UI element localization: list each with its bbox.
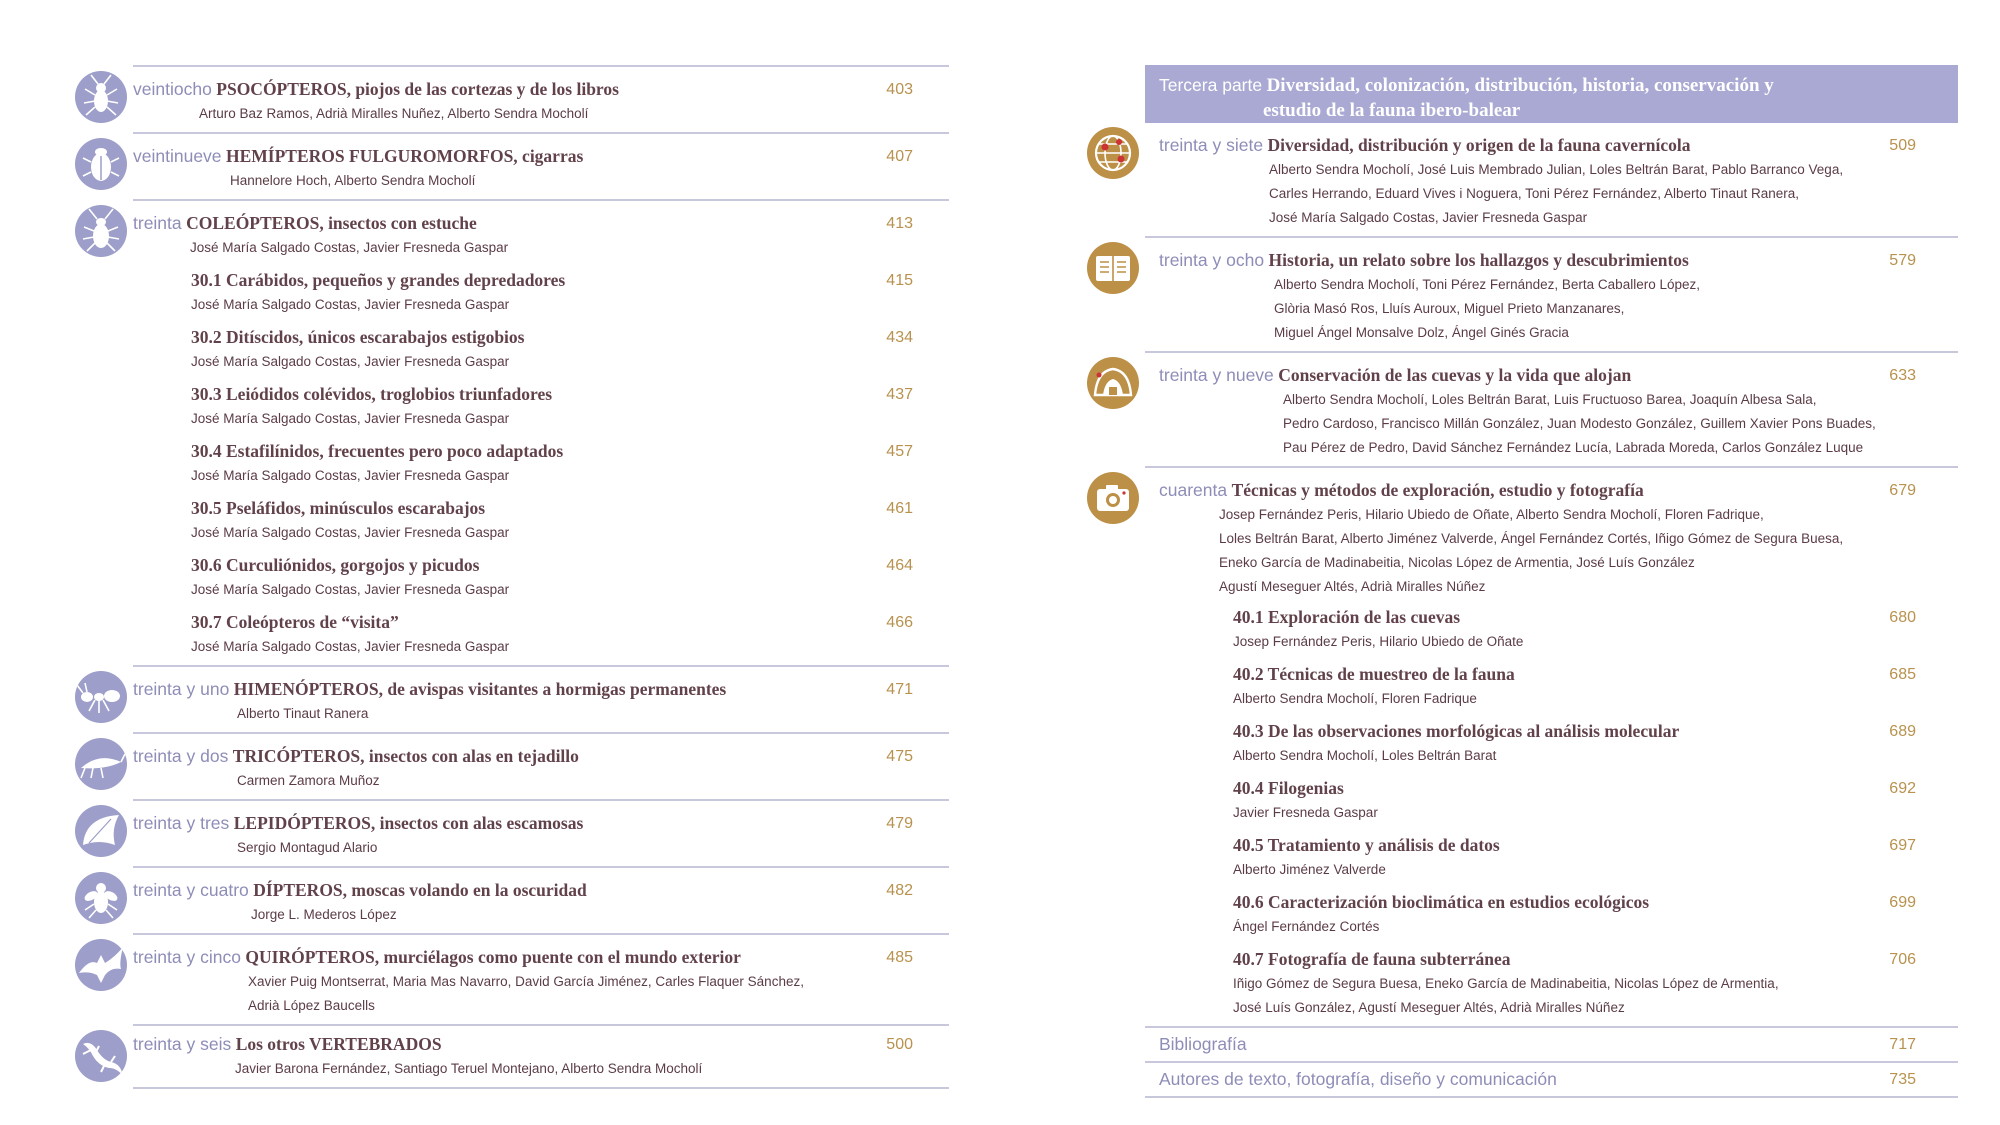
left-page-contents (133, 65, 949, 1089)
chapter-heading (133, 744, 949, 769)
chapter-number: treinta y dos (133, 746, 229, 766)
chapter-heading (133, 211, 949, 236)
page-number: 485 (886, 949, 913, 966)
chapter-authors: Alberto Sendra Mocholí, José Luis Membrado Julian, Loles Beltrán Barat, Pablo Barranco Vega, (1269, 162, 1844, 177)
subsection-title: 30.1 Carábidos, pequeños y grandes depredadores (191, 270, 566, 290)
subsection-title: 40.1 Exploración de las cuevas (1233, 607, 1461, 627)
chapter-heading (1145, 248, 1958, 273)
subsection-authors: Alberto Jiménez Valverde (1233, 862, 1386, 877)
page-number: 437 (886, 386, 913, 403)
page-number: 482 (886, 882, 913, 899)
moth-icon (75, 805, 127, 857)
chapter-heading (133, 1032, 949, 1057)
chapter-number: treinta y tres (133, 813, 230, 833)
page-number: 407 (886, 148, 913, 165)
planthopper-icon (75, 138, 127, 190)
camera-icon (1087, 472, 1139, 524)
subsection-title: 40.3 De las observaciones morfológicas al análisis molecular (1233, 721, 1680, 741)
back-matter-title: Autores de texto, fotografía, diseño y comunicación (1159, 1069, 1557, 1089)
chapter-authors: Alberto Sendra Mocholí, Loles Beltrán Barat, Luis Fructuoso Barea, Joaquín Albesa Sala, (1283, 392, 1817, 407)
subsection-heading (1145, 833, 1958, 858)
chapter-title: PSOCÓPTEROS, piojos de las cortezas y de los libros (216, 79, 619, 99)
subsection-title: 40.4 Filogenias (1233, 778, 1344, 798)
page-number: 403 (886, 81, 913, 98)
page-number: 685 (1889, 666, 1916, 683)
page-number: 413 (886, 215, 913, 232)
subsection-heading (133, 610, 949, 635)
chapter-authors: Javier Barona Fernández, Santiago Teruel Montejano, Alberto Sendra Mocholí (235, 1061, 703, 1076)
chapter-number: treinta y cinco (133, 947, 241, 967)
page-number: 679 (1889, 482, 1916, 499)
page-number: 579 (1889, 252, 1916, 269)
salamander-icon (75, 1030, 127, 1082)
chapter-number: cuarenta (1159, 480, 1228, 500)
subsection-authors: Josep Fernández Peris, Hilario Ubiedo de Oñate (1233, 634, 1524, 649)
part-header (1145, 65, 1958, 123)
chapter-heading (1145, 478, 1958, 503)
chapter-heading (133, 144, 949, 169)
subsection-heading (133, 496, 949, 521)
toc-entry (133, 65, 949, 132)
bibliography-entry (1145, 1026, 1958, 1061)
subsection-heading (1145, 776, 1958, 801)
toc-entry (1145, 123, 1958, 236)
subsection-authors: Ángel Fernández Cortés (1233, 919, 1380, 934)
chapter-authors: José María Salgado Costas, Javier Fresneda Gaspar (190, 240, 509, 255)
page-number: 633 (1889, 367, 1916, 384)
subsection-heading (133, 382, 949, 407)
credits-entry (1145, 1061, 1958, 1098)
chapter-heading (133, 77, 949, 102)
toc-entry (1145, 351, 1958, 466)
subsection-heading (133, 268, 949, 293)
chapter-authors: Hannelore Hoch, Alberto Sendra Mocholí (230, 173, 476, 188)
subsection-heading (1145, 947, 1958, 972)
chapter-authors: Arturo Baz Ramos, Adrià Miralles Nuñez, Alberto Sendra Mocholí (199, 106, 589, 121)
subsection-title: 40.7 Fotografía de fauna subterránea (1233, 949, 1511, 969)
subsection-title: 30.7 Coleópteros de “visita” (191, 612, 399, 632)
chapter-number: treinta y cuatro (133, 880, 249, 900)
page-number: 717 (1889, 1036, 1916, 1053)
subsection-authors: Javier Fresneda Gaspar (1233, 805, 1378, 820)
page-number: 461 (886, 500, 913, 517)
chapter-number: treinta y uno (133, 679, 230, 699)
page-number: 706 (1889, 951, 1916, 968)
right-page-contents (1145, 65, 1958, 1098)
chapter-authors: Pedro Cardoso, Francisco Millán González, Juan Modesto González, Guillem Xavier Pons Buades, (1283, 416, 1876, 431)
page-number: 697 (1889, 837, 1916, 854)
subsection-authors: José María Salgado Costas, Javier Fresneda Gaspar (191, 639, 510, 654)
chapter-authors: Alberto Tinaut Ranera (237, 706, 369, 721)
toc-entry (1145, 466, 1958, 1026)
page-number: 689 (1889, 723, 1916, 740)
part-title: Diversidad, colonización, distribución, historia, conservación y (1266, 75, 1774, 96)
chapter-number: treinta y siete (1159, 135, 1264, 155)
subsection-authors: José María Salgado Costas, Javier Fresneda Gaspar (191, 297, 510, 312)
toc-entry (133, 1024, 949, 1089)
chapter-number: treinta (133, 213, 182, 233)
chapter-title: Historia, un relato sobre los hallazgos y descubrimientos (1268, 250, 1689, 270)
subsection-authors: José María Salgado Costas, Javier Fresneda Gaspar (191, 468, 510, 483)
subsection-authors: José María Salgado Costas, Javier Fresneda Gaspar (191, 411, 510, 426)
chapter-heading (1145, 363, 1958, 388)
chapter-authors: Pau Pérez de Pedro, David Sánchez Fernández Lucía, Labrada Moreda, Carlos González Luque (1283, 440, 1864, 455)
subsection-title: 30.5 Pseláfidos, minúsculos escarabajos (191, 498, 486, 518)
page-number: 464 (886, 557, 913, 574)
chapter-heading (1145, 133, 1958, 158)
chapter-number: treinta y ocho (1159, 250, 1265, 270)
subsection-authors: Iñigo Gómez de Segura Buesa, Eneko García de Madinabeitia, Nicolas López de Armentia, José Luís González, Agustí Meseguer Altés, Adrià Miralles Núñez (1233, 976, 1779, 1015)
page-number: 500 (886, 1036, 913, 1053)
subsection-title: 40.6 Caracterización bioclimática en estudios ecológicos (1233, 892, 1650, 912)
cave-icon (1087, 357, 1139, 409)
page-number: 415 (886, 272, 913, 289)
ant-icon (75, 671, 127, 723)
subsection-title: 40.2 Técnicas de muestreo de la fauna (1233, 664, 1515, 684)
page-number: 735 (1889, 1071, 1916, 1088)
chapter-title: HEMÍPTEROS FULGUROMORFOS, cigarras (226, 146, 584, 166)
page-number: 471 (886, 681, 913, 698)
chapter-title: QUIRÓPTEROS, murciélagos como puente con el mundo exterior (245, 947, 741, 967)
chapter-authors: Josep Fernández Peris, Hilario Ubiedo de Oñate, Alberto Sendra Mocholí, Floren Fadrique, (1219, 507, 1764, 522)
subsection-heading (133, 325, 949, 350)
page-number: 457 (886, 443, 913, 460)
page-number: 434 (886, 329, 913, 346)
subsection-heading (1145, 605, 1958, 630)
chapter-title: Diversidad, distribución y origen de la fauna cavernícola (1267, 135, 1691, 155)
toc-entry (133, 132, 949, 199)
chapter-authors: Jorge L. Mederos López (251, 907, 397, 922)
chapter-authors: Carles Herrando, Eduard Vives i Noguera, Toni Pérez Fernández, Alberto Tinaut Ranera, (1269, 186, 1800, 201)
caddisfly-icon (75, 738, 127, 790)
subsection-authors: Alberto Sendra Mocholí, Floren Fadrique (1233, 691, 1477, 706)
chapter-authors: Xavier Puig Montserrat, Maria Mas Navarro, David García Jiménez, Carles Flaquer Sánchez, (248, 974, 804, 989)
chapter-authors: Adrià López Baucells (248, 998, 375, 1013)
chapter-number: treinta y seis (133, 1034, 232, 1054)
page-number: 466 (886, 614, 913, 631)
subsection-authors: José María Salgado Costas, Javier Fresneda Gaspar (191, 525, 510, 540)
toc-entry (133, 799, 949, 866)
chapter-authors: Agustí Meseguer Altés, Adrià Miralles Núñez (1219, 579, 1486, 594)
chapter-title: Conservación de las cuevas y la vida que alojan (1278, 365, 1632, 385)
back-matter-title: Bibliografía (1159, 1034, 1247, 1054)
subsection-heading (133, 553, 949, 578)
chapter-authors: Glòria Masó Ros, Lluís Auroux, Miguel Prieto Manzanares, (1274, 301, 1625, 316)
subsection-title: 30.6 Curculiónidos, gorgojos y picudos (191, 555, 480, 575)
chapter-authors: Miguel Ángel Monsalve Dolz, Ángel Ginés Gracia (1274, 325, 1569, 340)
subsection-heading (133, 439, 949, 464)
chapter-heading (133, 677, 949, 702)
chapter-title: Técnicas y métodos de exploración, estudio y fotografía (1231, 480, 1644, 500)
page-number: 680 (1889, 609, 1916, 626)
subsection-heading (1145, 662, 1958, 687)
subsection-heading (1145, 890, 1958, 915)
chapter-authors: Carmen Zamora Muñoz (237, 773, 380, 788)
toc-entry (133, 732, 949, 799)
toc-entry (133, 199, 949, 665)
chapter-title: DÍPTEROS, moscas volando en la oscuridad (253, 880, 587, 900)
subsection-list (133, 268, 949, 659)
subsection-authors: Alberto Sendra Mocholí, Loles Beltrán Barat (1233, 748, 1497, 763)
page-number: 509 (1889, 137, 1916, 154)
beetle-icon (75, 205, 127, 257)
globe-icon (1087, 127, 1139, 179)
chapter-heading (133, 878, 949, 903)
chapter-title: LEPIDÓPTEROS, insectos con alas escamosas (233, 813, 584, 833)
chapter-authors: Eneko García de Madinabeitia, Nicolas López de Armentia, José Luís González (1219, 555, 1695, 570)
chapter-authors: Sergio Montagud Alario (237, 840, 378, 855)
chapter-title: TRICÓPTEROS, insectos con alas en tejadillo (232, 746, 579, 766)
chapter-heading (133, 945, 949, 970)
chapter-title: COLEÓPTEROS, insectos con estuche (186, 213, 477, 233)
chapter-title: Los otros VERTEBRADOS (235, 1034, 442, 1054)
chapter-authors: Alberto Sendra Mocholí, Toni Pérez Fernández, Berta Caballero López, (1274, 277, 1700, 292)
chapter-number: veintiocho (133, 79, 212, 99)
subsection-heading (1145, 719, 1958, 744)
page-number: 475 (886, 748, 913, 765)
toc-entry (133, 866, 949, 933)
subsection-authors: José María Salgado Costas, Javier Fresneda Gaspar (191, 354, 510, 369)
toc-entry (1145, 236, 1958, 351)
subsection-title: 30.4 Estafilínidos, frecuentes pero poco adaptados (191, 441, 564, 461)
subsection-title: 30.2 Ditíscidos, únicos escarabajos estigobios (191, 327, 525, 347)
subsection-title: 40.5 Tratamiento y análisis de datos (1233, 835, 1500, 855)
subsection-list (1145, 605, 1958, 1020)
part-label: Tercera parte (1159, 75, 1263, 95)
book-icon (1087, 242, 1139, 294)
subsection-authors: José María Salgado Costas, Javier Fresneda Gaspar (191, 582, 510, 597)
page-number: 479 (886, 815, 913, 832)
page-number: 692 (1889, 780, 1916, 797)
chapter-number: veintinueve (133, 146, 222, 166)
chapter-heading (133, 811, 949, 836)
chapter-title: HIMENÓPTEROS, de avispas visitantes a hormigas permanentes (233, 679, 727, 699)
toc-entry (133, 665, 949, 732)
fly-icon (75, 872, 127, 924)
bat-icon (75, 939, 127, 991)
toc-entry (133, 933, 949, 1024)
part-title-continued: estudio de la fauna ibero-balear (1263, 100, 1521, 121)
chapter-authors: José María Salgado Costas, Javier Fresneda Gaspar (1269, 210, 1588, 225)
chapter-number: treinta y nueve (1159, 365, 1274, 385)
booklouse-icon (75, 71, 127, 123)
page-number: 699 (1889, 894, 1916, 911)
subsection-title: 30.3 Leiódidos colévidos, troglobios triunfadores (191, 384, 553, 404)
chapter-authors: Loles Beltrán Barat, Alberto Jiménez Valverde, Ángel Fernández Cortés, Iñigo Gómez de Segura Buesa, (1219, 531, 1844, 546)
